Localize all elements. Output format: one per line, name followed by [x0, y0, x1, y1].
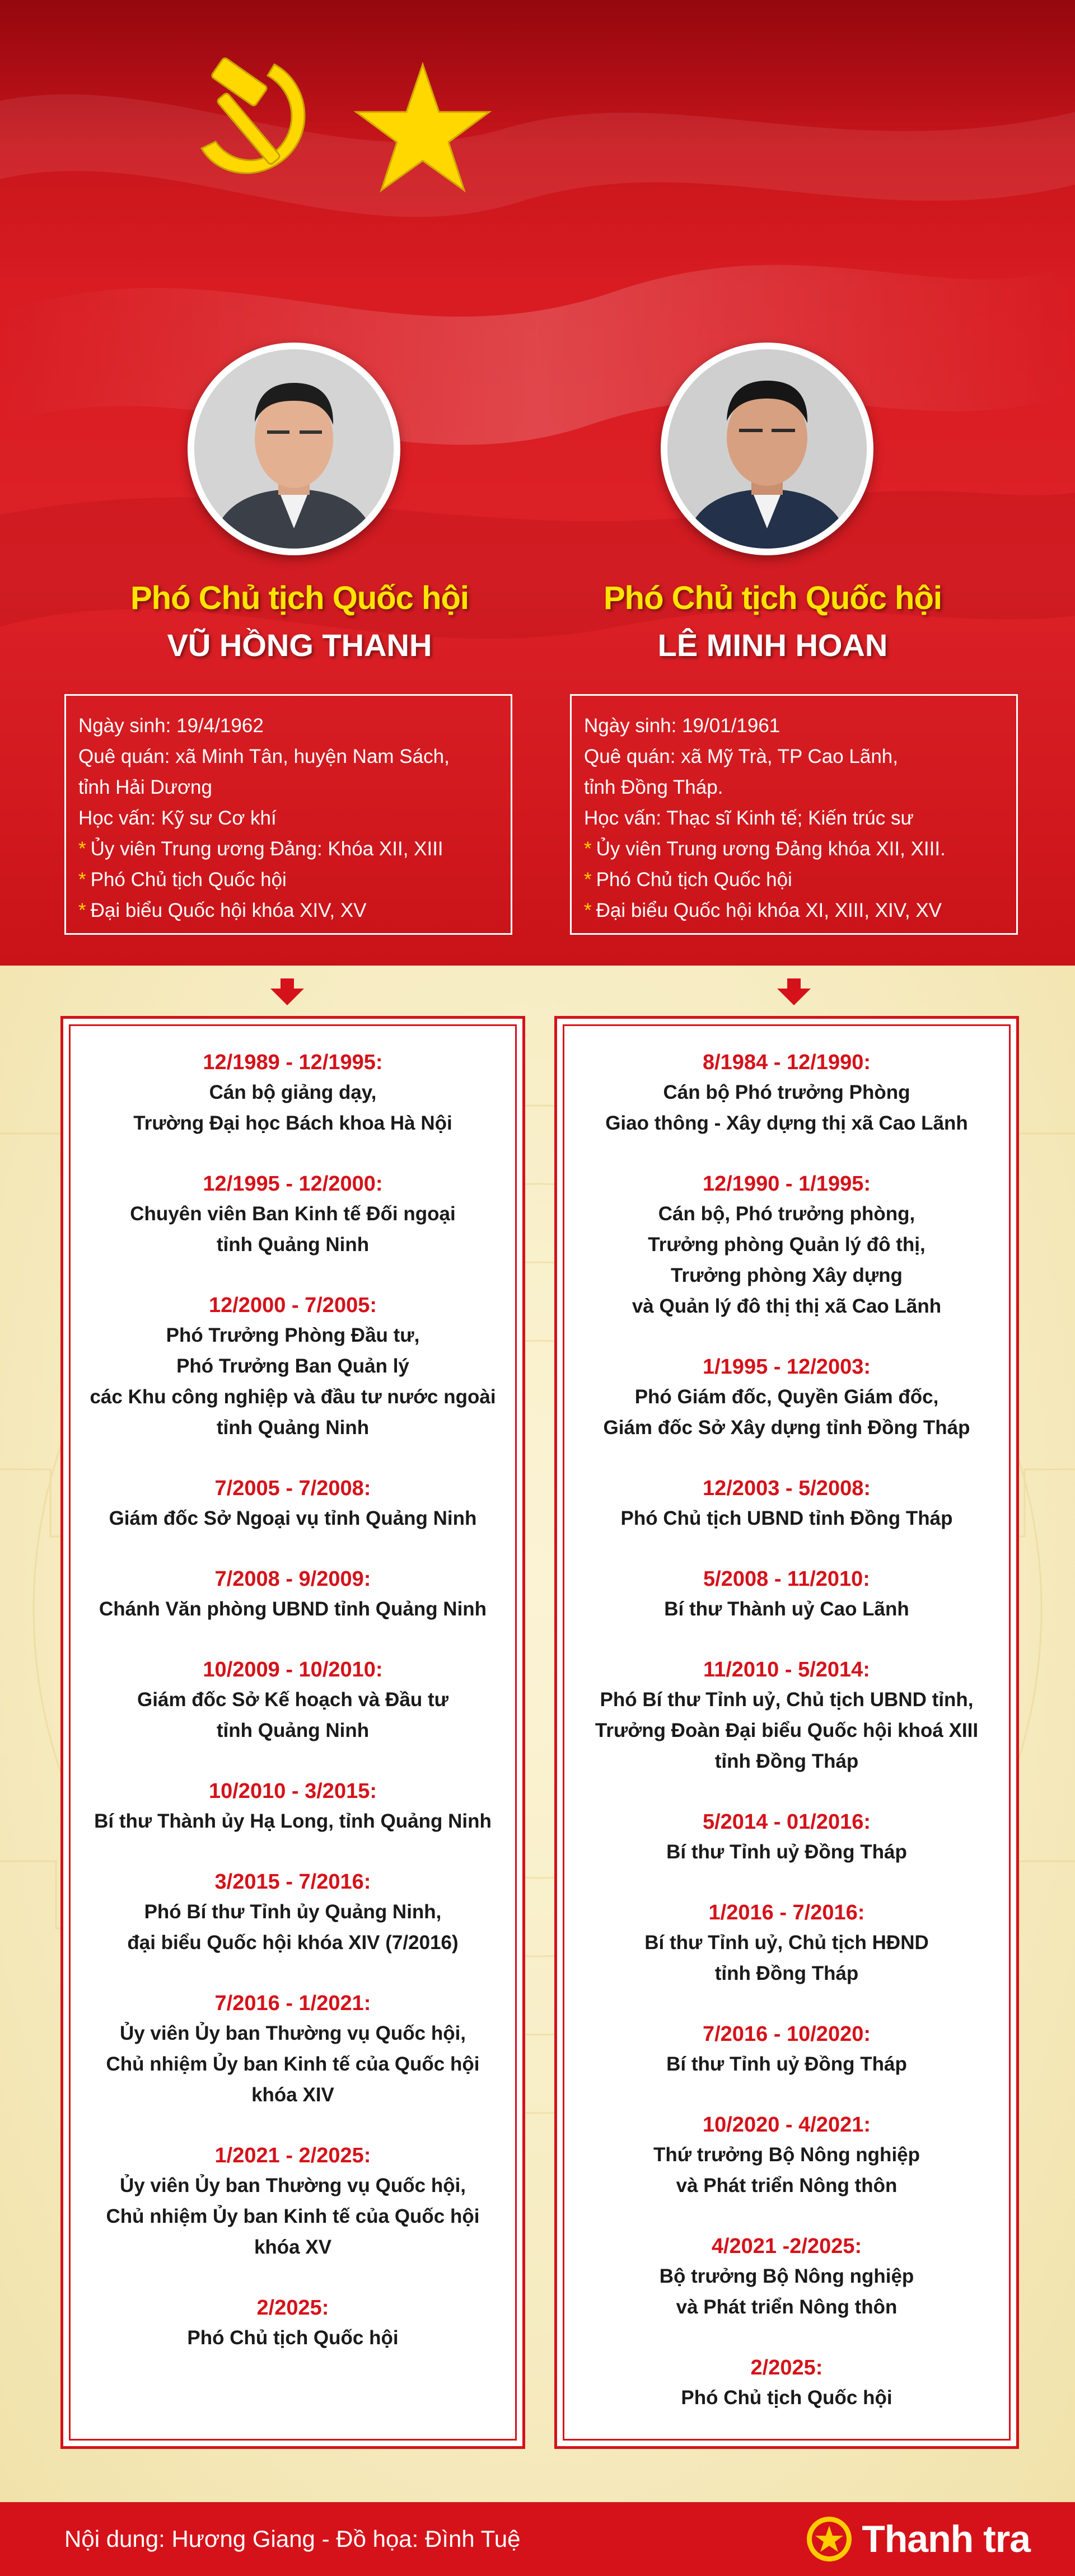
- timeline-date: 2/2025:: [750, 2356, 823, 2380]
- info-line: Quê quán: xã Minh Tân, huyện Nam Sách,: [78, 746, 450, 767]
- timeline-description-line: Cán bộ Phó trưởng Phòng: [663, 1081, 910, 1103]
- timeline-entry: [63, 1989, 522, 2110]
- timeline-description-line: và Quản lý đô thị thị xã Cao Lãnh: [632, 1295, 942, 1317]
- timeline-description-line: tỉnh Đồng Tháp: [714, 1963, 859, 1984]
- timeline-description-line: Bộ trưởng Bộ Nông nghiệp: [659, 2265, 914, 2287]
- timeline-description-line: Bí thư Tỉnh uỷ Đồng Tháp: [666, 2053, 907, 2075]
- info-line: Học vấn: Thạc sĩ Kinh tế; Kiến trúc sư: [584, 807, 914, 829]
- timeline-entry: [63, 2293, 522, 2353]
- timeline-description-line: các Khu công nghiệp và đầu tư nước ngoài: [90, 1386, 496, 1408]
- bullet-icon: *: [78, 869, 86, 891]
- leader-1-info-box: [64, 694, 512, 935]
- timeline-description-line: Giao thông - Xây dựng thị xã Cao Lãnh: [605, 1112, 968, 1134]
- timeline-description-line: đại biểu Quốc hội khóa XIV (7/2016): [127, 1932, 459, 1954]
- timeline-description-line: Ủy viên Ủy ban Thường vụ Quốc hội,: [119, 2175, 466, 2196]
- timeline-description-line: tỉnh Quảng Ninh: [216, 1720, 370, 1741]
- timeline-date: 4/2021 -2/2025:: [711, 2235, 862, 2258]
- timeline-description-line: Bí thư Thành uỷ Cao Lãnh: [664, 1598, 909, 1620]
- leader-1-title: Phó Chủ tịch Quốc hội: [130, 580, 469, 616]
- timeline-date: 12/2000 - 7/2005:: [208, 1294, 377, 1317]
- leader-1-name: VŨ HỒNG THANH: [167, 627, 432, 663]
- timeline-entry: [63, 1867, 522, 1958]
- timeline-date: 11/2010 - 5/2014:: [703, 1658, 870, 1682]
- info-line: Ngày sinh: 19/01/1961: [584, 715, 780, 737]
- timeline-description-line: tỉnh Đồng Tháp: [714, 1750, 859, 1772]
- bullet-icon: *: [584, 869, 592, 891]
- timeline-entry: [557, 1352, 1016, 1443]
- timeline-date: 1/2016 - 7/2016:: [708, 1901, 865, 1924]
- timeline-description-line: Thứ trưởng Bộ Nông nghiệp: [653, 2144, 920, 2166]
- timeline-description-line: Phó Bí thư Tỉnh ủy Quảng Ninh,: [144, 1901, 442, 1923]
- timeline-description-line: Bí thư Thành ủy Hạ Long, tỉnh Quảng Ninh: [94, 1810, 492, 1832]
- timeline-date: 12/1990 - 1/1995:: [702, 1172, 871, 1196]
- timeline-description-line: Phó Trưởng Phòng Đầu tư,: [166, 1324, 420, 1346]
- info-line: tỉnh Hải Dương: [78, 776, 212, 798]
- timeline-date: 1/2021 - 2/2025:: [214, 2144, 371, 2167]
- footer-bar: [0, 2502, 1075, 2576]
- info-bullet-item: * Phó Chủ tịch Quốc hội: [78, 869, 287, 891]
- timeline-entry: [63, 1169, 522, 1260]
- thanh-tra-logo-icon: [806, 2516, 853, 2563]
- leader-2-info-box: [570, 694, 1018, 935]
- timeline-date: 5/2008 - 11/2010:: [703, 1567, 870, 1591]
- header-section: [0, 0, 1075, 966]
- timeline-date: 7/2008 - 9/2009:: [214, 1567, 371, 1591]
- timeline-entry: [63, 1474, 522, 1534]
- timeline-description-line: Phó Chủ tịch Quốc hội: [681, 2387, 892, 2409]
- info-bullet-item: * Phó Chủ tịch Quốc hội: [584, 869, 792, 891]
- timeline-description-line: Giám đốc Sở Kế hoạch và Đầu tư: [137, 1689, 448, 1711]
- info-line: tỉnh Đồng Tháp.: [584, 776, 723, 798]
- timeline-description-line: Phó Chủ tịch UBND tỉnh Đồng Tháp: [620, 1507, 953, 1529]
- timeline-entry: [557, 1048, 1016, 1139]
- footer-credit: Nội dung: Hương Giang - Đồ họa: Đình Tuệ: [64, 2526, 521, 2552]
- timeline-entry: [63, 1777, 522, 1837]
- timeline-date: 10/2009 - 10/2010:: [203, 1658, 383, 1682]
- timeline-entry: [557, 1898, 1016, 1989]
- timeline-description-line: Phó Bí thư Tỉnh uỷ, Chủ tịch UBND tỉnh,: [600, 1689, 974, 1711]
- info-bullet-item: * Đại biểu Quốc hội khóa XIV, XV: [78, 900, 367, 921]
- bullet-icon: *: [78, 838, 86, 860]
- timeline-entry: [557, 2353, 1016, 2413]
- timeline-description-line: Trưởng Đoàn Đại biểu Quốc hội khoá XIII: [595, 1720, 979, 1741]
- timeline-date: 2/2025:: [256, 2296, 329, 2320]
- timeline-date: 12/1989 - 12/1995:: [203, 1051, 383, 1074]
- timeline-description-line: và Phát triển Nông thôn: [676, 2175, 898, 2196]
- bullet-icon: *: [584, 900, 592, 921]
- timeline-description-line: tỉnh Quảng Ninh: [216, 1234, 370, 1256]
- timeline-description-line: tỉnh Quảng Ninh: [216, 1417, 370, 1439]
- timeline-description-line: Ủy viên Ủy ban Thường vụ Quốc hội,: [119, 2022, 466, 2044]
- timeline-description-line: Chủ nhiệm Ủy ban Kinh tế của Quốc hội: [106, 2205, 480, 2227]
- timeline-entry: [557, 2110, 1016, 2201]
- timeline-description-line: Trưởng phòng Quản lý đô thị,: [648, 1234, 926, 1256]
- timeline-description-line: Giám đốc Sở Xây dựng tỉnh Đồng Tháp: [603, 1417, 970, 1439]
- info-bullet-item: * Ủy viên Trung ương Đảng khóa XII, XIII.: [584, 838, 946, 860]
- timeline-description-line: khóa XV: [254, 2236, 332, 2258]
- leader-2-title: Phó Chủ tịch Quốc hội: [603, 580, 942, 616]
- info-bullet-item: * Đại biểu Quốc hội khóa XI, XIII, XIV, XV: [584, 900, 942, 921]
- brand-logo: [806, 2502, 1030, 2576]
- timeline-entry: [557, 1474, 1016, 1534]
- timeline-description-line: và Phát triển Nông thôn: [676, 2296, 898, 2318]
- info-line: Ngày sinh: 19/4/1962: [78, 715, 264, 737]
- info-line: Học vấn: Kỹ sư Cơ khí: [78, 807, 277, 829]
- timeline-description-line: Phó Chủ tịch Quốc hội: [187, 2327, 399, 2349]
- timeline-description-line: Chủ nhiệm Ủy ban Kinh tế của Quốc hội: [106, 2053, 480, 2075]
- timeline-entry: [557, 1807, 1016, 1867]
- timeline-description-line: Phó Trưởng Ban Quản lý: [176, 1355, 409, 1377]
- timeline-entry: [557, 1565, 1016, 1624]
- timeline-description-line: Trường Đại học Bách khoa Hà Nội: [133, 1112, 452, 1134]
- leader-1-timeline-card: [60, 1016, 525, 2449]
- timeline-date: 7/2016 - 1/2021:: [214, 1992, 371, 2015]
- star-icon: [353, 62, 493, 196]
- bullet-icon: *: [584, 838, 592, 860]
- timeline-entry: [63, 1565, 522, 1624]
- info-bullet-item: * Ủy viên Trung ương Đảng: Khóa XII, XIII: [78, 838, 443, 860]
- timeline-description-line: Bí thư Tỉnh uỷ, Chủ tịch HĐND: [644, 1932, 929, 1954]
- timeline-description-line: Phó Giám đốc, Quyền Giám đốc,: [634, 1386, 939, 1408]
- brand-name: Thanh tra: [862, 2518, 1030, 2560]
- portrait-vu-hong-thanh: [188, 343, 400, 555]
- leader-1-timeline: [63, 1048, 522, 2384]
- info-line: Quê quán: xã Mỹ Trà, TP Cao Lãnh,: [584, 746, 898, 767]
- timeline-entry: [557, 1655, 1016, 1777]
- timeline-date: 10/2020 - 4/2021:: [702, 2113, 871, 2137]
- portrait-photo: [667, 349, 867, 549]
- timeline-description-line: khóa XIV: [251, 2084, 334, 2106]
- timeline-date: 7/2005 - 7/2008:: [214, 1477, 371, 1500]
- timeline-date: 12/2003 - 5/2008:: [702, 1477, 871, 1500]
- timeline-entry: [557, 2020, 1016, 2079]
- timeline-description-line: Cán bộ giảng dạy,: [209, 1081, 377, 1103]
- timeline-date: 1/1995 - 12/2003:: [702, 1355, 871, 1379]
- timeline-description-line: Trưởng phòng Xây dựng: [671, 1264, 903, 1286]
- timeline-date: 7/2016 - 10/2020:: [702, 2022, 871, 2046]
- timeline-date: 3/2015 - 7/2016:: [214, 1870, 371, 1894]
- down-arrow-icon: [777, 978, 811, 1006]
- timeline-entry: [557, 1169, 1016, 1322]
- timeline-entry: [63, 1655, 522, 1746]
- hammer-sickle-icon: [190, 48, 319, 182]
- timeline-description-line: Cán bộ, Phó trưởng phòng,: [658, 1203, 915, 1225]
- bullet-icon: *: [78, 900, 86, 921]
- timeline-entry: [63, 1291, 522, 1443]
- timeline-description-line: Chánh Văn phòng UBND tỉnh Quảng Ninh: [99, 1598, 487, 1620]
- timeline-entry: [557, 2232, 1016, 2322]
- down-arrow-icon: [270, 978, 304, 1006]
- portrait-photo: [194, 349, 394, 549]
- leader-2-timeline: [557, 1048, 1016, 2444]
- timeline-date: 8/1984 - 12/1990:: [702, 1051, 871, 1074]
- timeline-date: 10/2010 - 3/2015:: [208, 1779, 377, 1803]
- timeline-description-line: Chuyên viên Ban Kinh tế Đối ngoại: [130, 1203, 456, 1225]
- timeline-date: 12/1995 - 12/2000:: [203, 1172, 383, 1196]
- timeline-entry: [63, 1048, 522, 1139]
- portrait-le-minh-hoan: [661, 343, 873, 555]
- timeline-description-line: Bí thư Tỉnh uỷ Đồng Tháp: [666, 1841, 907, 1863]
- timeline-entry: [63, 2141, 522, 2263]
- leader-2-timeline-card: [554, 1016, 1019, 2449]
- timeline-description-line: Giám đốc Sở Ngoại vụ tỉnh Quảng Ninh: [109, 1507, 477, 1529]
- timeline-date: 5/2014 - 01/2016:: [702, 1810, 871, 1834]
- leader-2-name: LÊ MINH HOAN: [657, 627, 888, 663]
